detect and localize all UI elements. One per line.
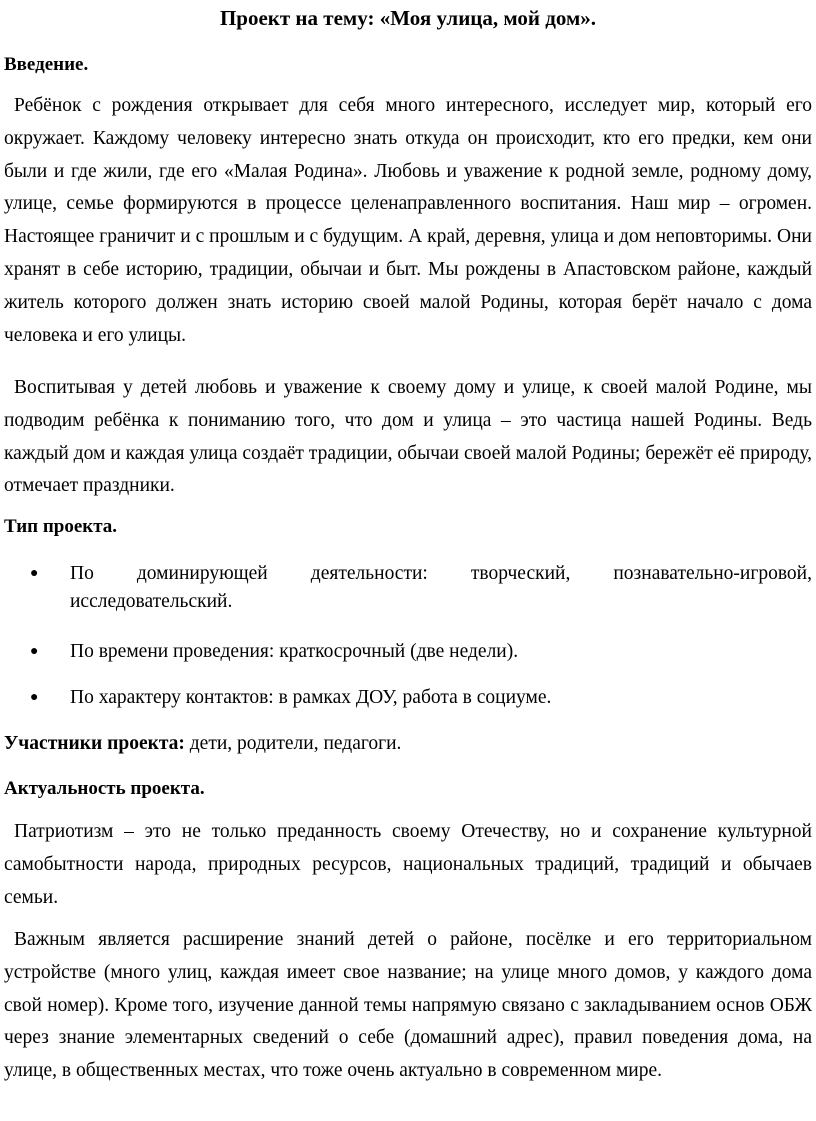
relevance-paragraph-1: Патриотизм – это не только преданность своему Отечеству, но и сохранение культурной самобытности народа, природных ресурсов, национальных традиций, традиций и обычаев семьи.: [4, 821, 812, 908]
list-item: [30, 684, 812, 712]
type-heading: Тип проекта.: [4, 516, 118, 537]
intro-paragraph-1: Ребёнок с рождения открывает для себя много интересного, исследует мир, который его окружает. Каждому человеку интересно знать откуда он происходит, кто его предки, кем они были и где жили, где его «Малая Родина». Любовь и уважение к родной земле, родному дому, улице, семье формируются в процессе целенаправленного воспитания. Наш мир – огромен. Настоящее граничит и с прошлым и с будущим. А край, деревня, улица и дом неповторимы. Они хранят в себе историю, традиции, обычаи и быт. Мы рождены в Апастовском районе, каждый житель которого должен знать историю своей малой Родины, которая берёт начало с дома человека и его улицы.: [4, 95, 812, 346]
list-item: [30, 560, 812, 620]
relevance-heading: Актуальность проекта.: [4, 778, 205, 799]
list-item-text: По доминирующей деятельности: творческий, познавательно-игровой, исследовательский.: [70, 563, 812, 612]
relevance-paragraph-2: Важным является расширение знаний детей о районе, посёлке и его территориальном устройстве (много улиц, каждая имеет свое название; на улице много домов, у каждого дома свой номер). Кроме того, изучение данной темы напрямую связано с закладыванием основ ОБЖ через знание элементарных сведений о себе (домашний адрес), правил поведения дома, на улице, в общественных местах, что тоже очень актуально в современном мире.: [4, 929, 812, 1082]
intro-paragraph-2: Воспитывая у детей любовь и уважение к своему дому и улице, к своей малой Родине, мы подводим ребёнка к пониманию того, что дом и улица – это частица нашей Родины. Ведь каждый дом и каждая улица создаёт традиции, обычаи своей малой Родины; бережёт её природу, отмечает праздники.: [4, 377, 812, 497]
list-item-text: По характеру контактов: в рамках ДОУ, работа в социуме.: [70, 687, 552, 708]
bullet-icon: ●: [30, 566, 39, 581]
bullet-icon: ●: [30, 690, 39, 705]
participants-line: [4, 730, 401, 758]
list-item-text: По времени проведения: краткосрочный (две недели).: [70, 641, 519, 662]
intro-heading: Введение.: [4, 54, 89, 75]
participants-value: дети, родители, педагоги.: [184, 733, 402, 754]
participants-label: Участники проекта:: [4, 733, 185, 754]
list-item: [30, 638, 812, 666]
document-title: Проект на тему: «Моя улица, мой дом».: [219, 6, 597, 30]
bullet-icon: ●: [30, 644, 39, 659]
